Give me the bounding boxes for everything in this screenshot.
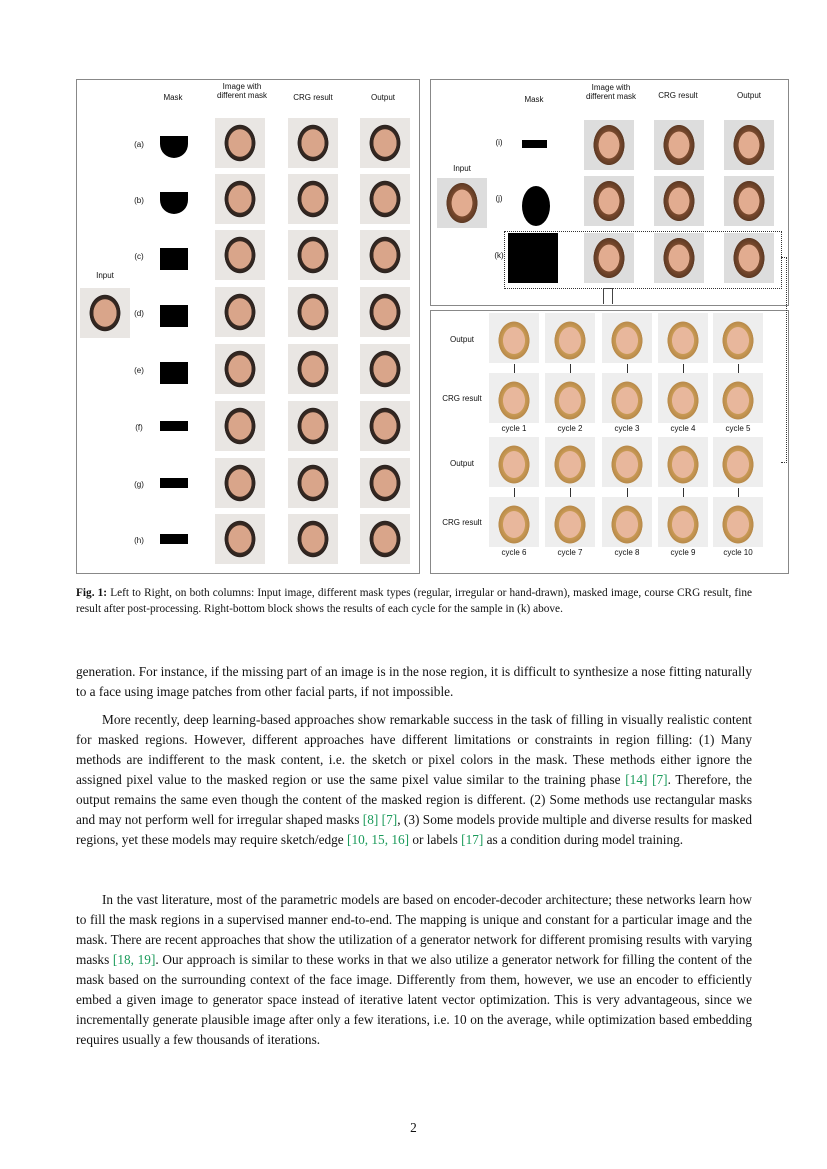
- column-header: CRG result: [658, 91, 698, 100]
- cycle-label: cycle 5: [725, 424, 751, 433]
- output-image: [489, 313, 539, 363]
- citation-link[interactable]: [7]: [652, 772, 668, 787]
- paragraph-2: [76, 710, 752, 850]
- citation-link[interactable]: [10, 15, 16]: [347, 832, 410, 847]
- cycle-label: cycle 6: [501, 548, 527, 557]
- row-label: (i): [495, 138, 503, 147]
- output-image: [724, 233, 774, 283]
- up-arrow-icon: [738, 364, 739, 373]
- mask-image: [160, 421, 188, 431]
- output-image: [360, 344, 410, 394]
- row-label: (k): [494, 251, 504, 260]
- cycle-label: cycle 10: [723, 548, 753, 557]
- masked-image: [215, 344, 265, 394]
- text: . Therefore, the output remains the same even though the content of the masked region is different. (2) Some methods use rectangular masks and may not perform well for irregular shaped masks: [76, 772, 752, 827]
- crg-result-image: [654, 176, 704, 226]
- row-label: Output: [449, 459, 474, 468]
- row-label: (f): [135, 423, 143, 432]
- output-image: [360, 458, 410, 508]
- output-image: [602, 437, 652, 487]
- cycle-label: cycle 3: [614, 424, 640, 433]
- up-arrow-icon: [570, 364, 571, 373]
- row-label: Output: [449, 335, 474, 344]
- input-face-image: [80, 288, 130, 338]
- mask-image: [160, 362, 188, 384]
- citation-link[interactable]: [17]: [461, 832, 484, 847]
- row-label: (g): [134, 480, 144, 489]
- crg-result-image: [658, 373, 708, 423]
- crg-result-image: [288, 514, 338, 564]
- row-label: (b): [134, 196, 144, 205]
- output-image: [545, 437, 595, 487]
- crg-result-image: [489, 373, 539, 423]
- crg-result-image: [288, 458, 338, 508]
- crg-result-image: [713, 497, 763, 547]
- crg-result-image: [288, 174, 338, 224]
- caption-text: Left to Right, on both columns: Input image, different mask types (regular, irregular or hand-drawn), masked image, course CRG result, fine result after post-processing. Right-bottom block shows the results of each cycle for the sample in (k) above.: [76, 587, 752, 615]
- up-arrow-icon: [683, 364, 684, 373]
- citation-link[interactable]: [14]: [625, 772, 648, 787]
- crg-result-image: [602, 497, 652, 547]
- column-header: Output: [736, 91, 761, 100]
- mask-image: [508, 233, 558, 283]
- up-arrow-icon: [627, 364, 628, 373]
- row-label: (e): [134, 366, 144, 375]
- mask-image: [160, 248, 188, 270]
- paragraph-3: [76, 890, 752, 1050]
- figure-caption: [76, 585, 752, 617]
- mask-image: [160, 478, 188, 488]
- column-header: Image with different mask: [216, 82, 268, 100]
- column-header: Mask: [524, 95, 544, 104]
- crg-result-image: [658, 497, 708, 547]
- output-image: [713, 437, 763, 487]
- up-arrow-icon: [738, 488, 739, 497]
- row-label: (j): [495, 194, 503, 203]
- input-face-image: [437, 178, 487, 228]
- cycle-label: cycle 9: [670, 548, 696, 557]
- up-arrow-icon: [570, 488, 571, 497]
- crg-result-image: [654, 233, 704, 283]
- output-image: [360, 174, 410, 224]
- text: In the vast literature, most of the parametric models are based on encoder-decoder architecture; these networks learn how to fill the mask regions in a supervised manner end-to-end. The mapping is unique and constant for a particular image and the mask. There are recent approaches that show the utilization of a generator network for different promising results with varying masks: [76, 892, 752, 967]
- masked-image: [584, 120, 634, 170]
- output-image: [658, 313, 708, 363]
- caption-label: Fig. 1:: [76, 587, 108, 599]
- up-arrow-icon: [627, 488, 628, 497]
- output-image: [360, 401, 410, 451]
- crg-result-image: [545, 373, 595, 423]
- crg-result-image: [602, 373, 652, 423]
- masked-image: [215, 458, 265, 508]
- output-image: [658, 437, 708, 487]
- cycle-label: cycle 2: [557, 424, 583, 433]
- mask-image: [160, 534, 188, 544]
- masked-image: [215, 118, 265, 168]
- output-image: [360, 118, 410, 168]
- output-image: [489, 437, 539, 487]
- up-arrow-icon: [514, 488, 515, 497]
- output-image: [545, 313, 595, 363]
- masked-image: [215, 287, 265, 337]
- masked-image: [215, 230, 265, 280]
- output-image: [724, 120, 774, 170]
- masked-image: [215, 174, 265, 224]
- row-label: CRG result: [442, 518, 482, 527]
- input-label: Input: [453, 164, 471, 173]
- column-header: Output: [370, 93, 395, 102]
- crg-result-image: [654, 120, 704, 170]
- citation-link[interactable]: [8]: [362, 812, 379, 827]
- down-arrow-icon: [603, 288, 613, 304]
- masked-image: [215, 514, 265, 564]
- citation-link[interactable]: [7]: [381, 812, 398, 827]
- page-number: 2: [410, 1120, 417, 1135]
- text: or labels: [409, 832, 462, 847]
- crg-result-image: [545, 497, 595, 547]
- column-header: Mask: [163, 93, 183, 102]
- masked-image: [215, 401, 265, 451]
- up-arrow-icon: [683, 488, 684, 497]
- citation-link[interactable]: [18, 19]: [112, 952, 156, 967]
- text: More recently, deep learning-based approaches show remarkable success in the task of filling in visually realistic content for masked regions. However, different approaches have different limitations or constraints in region filling: (1) Many methods are indifferent to the mask content, i.e. the sketch or pixel colors in the mask. These methods either ignore the assigned pixel value to the masked region or use the same pixel value similar to the training phase: [76, 712, 752, 787]
- crg-result-image: [288, 230, 338, 280]
- text: as a condition during model training.: [483, 832, 684, 847]
- paragraph-1-text: generation. For instance, if the missing part of an image is in the nose region, it is difficult to synthesize a nose fitting naturally to a face using image patches from other facial parts, if not impossible.: [76, 664, 752, 699]
- output-image: [602, 313, 652, 363]
- row-label: (d): [134, 309, 144, 318]
- row-label: (h): [134, 536, 144, 545]
- mask-image: [522, 186, 550, 226]
- text: , (3) Some models provide multiple and diverse results for masked regions, yet these models may require sketch/edge: [76, 812, 752, 847]
- crg-result-image: [288, 118, 338, 168]
- masked-image: [584, 233, 634, 283]
- output-image: [360, 514, 410, 564]
- row-label: CRG result: [442, 394, 482, 403]
- masked-image: [584, 176, 634, 226]
- up-arrow-icon: [514, 364, 515, 373]
- crg-result-image: [288, 287, 338, 337]
- row-label: (a): [134, 140, 144, 149]
- cycle-label: cycle 8: [614, 548, 640, 557]
- row-label: (c): [134, 252, 144, 261]
- mask-image: [522, 140, 547, 148]
- column-header: Image with different mask: [585, 83, 637, 101]
- text: . Our approach is similar to these works in that we also utilize a generator network for filling the content of the mask based on the surrounding context of the face image. Differently from them, however, we use an encoder to efficiently embed a given image to generator space instead of iterative latent vector optimization. This is very advantageous, since we incrementally generate plausible image after only a few iterations, i.e. 10 on the average, while optimization based embedding requires usually a few thousands of iterations.: [76, 952, 752, 1047]
- output-image: [724, 176, 774, 226]
- cycle-label: cycle 1: [501, 424, 527, 433]
- cycle-label: cycle 4: [670, 424, 696, 433]
- input-label: Input: [96, 271, 114, 280]
- paragraph-1: [76, 662, 752, 702]
- feedback-arrow: [781, 257, 787, 463]
- crg-result-image: [288, 401, 338, 451]
- mask-image: [160, 305, 188, 327]
- output-image: [360, 230, 410, 280]
- crg-result-image: [713, 373, 763, 423]
- column-header: CRG result: [293, 93, 333, 102]
- cycle-label: cycle 7: [557, 548, 583, 557]
- output-image: [360, 287, 410, 337]
- crg-result-image: [288, 344, 338, 394]
- output-image: [713, 313, 763, 363]
- crg-result-image: [489, 497, 539, 547]
